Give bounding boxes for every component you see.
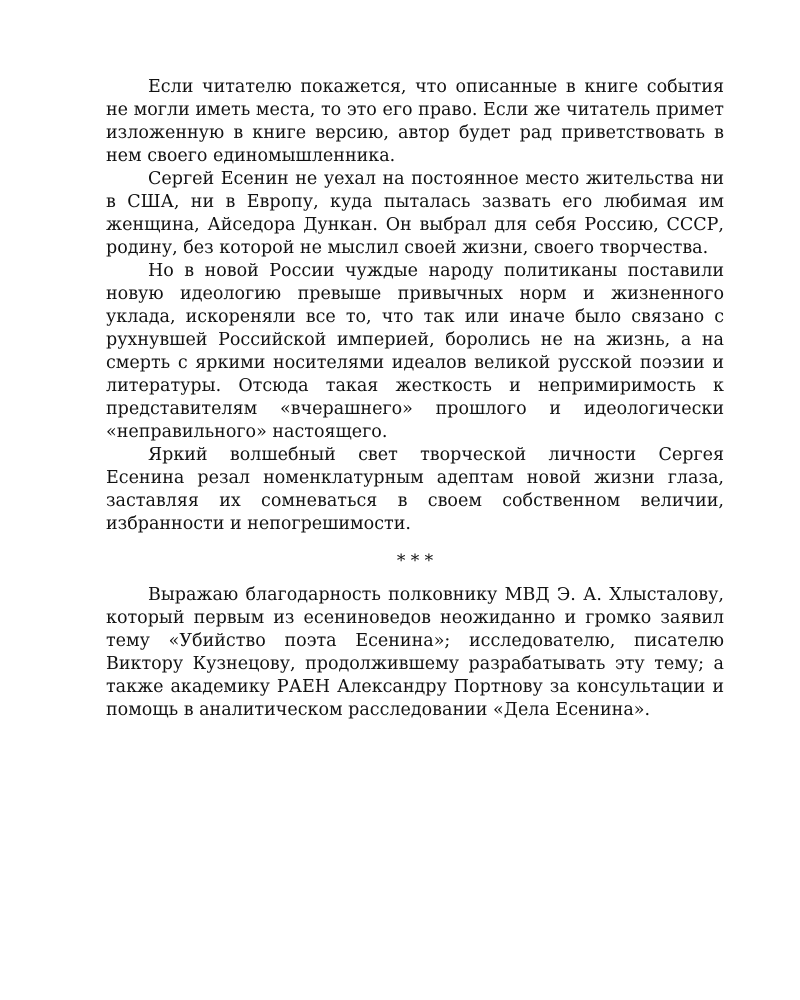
paragraph-1: Если читателю покажется, что описанные в книге события не могли иметь места, то это его право. Если же читатель примет изложенную в книге версию, автор будет рад приветствовать в нем своего единомышленника. [106,77,724,166]
paragraph-3: Но в новой России чуждые народу политиканы поставили новую идеологию превыше привычных норм и жизненного уклада, искореняли все то, что так или иначе было связано с рухнувшей Российской империей, боролись не на жизнь, а на смерть с яркими носителями идеалов великой русской поэзии и литературы. Отсюда такая жесткость и непримиримость к представителям «вчерашнего» прошлого и идеологически «неправильного» настоящего. [106,261,724,442]
paragraph-2: Сергей Есенин не уехал на постоянное место жительства ни в США, ни в Европу, куда пыталась зазвать его любимая им женщина, Айседора Дункан. Он выбрал для себя Россию, СССР, родину, без которой не мыслил своей жизни, своего творчества. [106,169,724,258]
section-separator: * * * [396,551,434,571]
page-body [106,76,724,722]
acknowledgement-paragraph: Выражаю благодарность полковнику МВД Э. А. Хлысталову, который первым из есениноведов неожиданно и громко заявил тему «Убийство поэта Есенина»; исследователю, писателю Виктору Кузнецову, продолжившему разрабатывать эту тему; а также академику РАЕН Александру Портнову за консультации и помощь в аналитическом расследовании «Дела Есенина». [106,585,724,720]
paragraph-4: Яркий волшебный свет творческой личности Сергея Есенина резал номенклатурным адептам новой жизни глаза, заставляя их сомневаться в своем собственном величии, избранности и непогрешимости. [106,445,724,534]
